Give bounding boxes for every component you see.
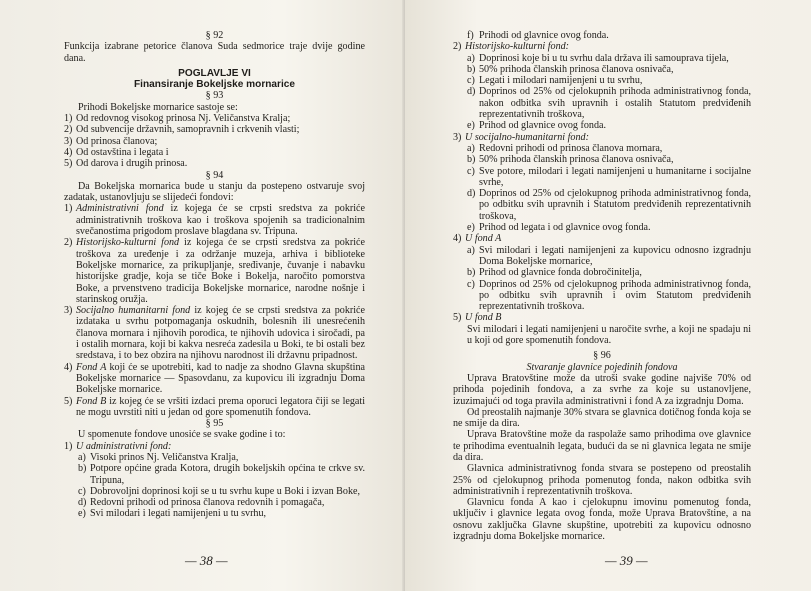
item-number: 5) xyxy=(64,395,73,407)
section-95-heading: § 95 xyxy=(205,418,224,430)
right-page xyxy=(405,0,811,591)
section-96-heading: § 96 xyxy=(593,350,611,362)
paragraph: Uprava Bratovštine može da raspolaže samo prihodima ove glavnice te prihodima eventualnih legata, budući da se ni glavnica legata ne smije da dira. xyxy=(453,429,751,463)
list-item xyxy=(78,463,365,486)
item-heading: Fond A xyxy=(76,361,107,373)
list-item xyxy=(467,222,751,233)
item-text: Doprinos od 25% od cjelokupnih prihoda administrativnog fonda, nakon odbitka svih upravnih i ostalih Statutom predviđenih reprezentativnih troškova, xyxy=(479,86,751,121)
item-text: Potpore općine grada Kotora, drugih bokeljskih općina te crkve sv. Tripuna, xyxy=(90,463,365,486)
item-number: 1) xyxy=(64,113,73,125)
section-93-heading: § 93 xyxy=(205,90,224,102)
list-item xyxy=(64,113,365,124)
item-text: 50% prihoda članskih prinosa članova osnivača, xyxy=(479,154,674,166)
chapter-title: Finansiranje Bokeljske mornarice xyxy=(133,79,295,91)
fund-2-sublist xyxy=(453,53,751,132)
item-number: c) xyxy=(467,278,475,290)
item-number: a) xyxy=(467,52,475,64)
item-text: Od darova i drugih prinosa. xyxy=(76,158,188,170)
page-number: — 39 — xyxy=(605,553,648,568)
item-number: 2) xyxy=(453,41,462,53)
item-number: b) xyxy=(467,267,476,279)
item-number: 2) xyxy=(64,124,73,136)
item-number: c) xyxy=(467,75,475,87)
item-number: 1) xyxy=(64,440,73,452)
list-item xyxy=(467,30,751,41)
item-number: c) xyxy=(78,485,86,497)
item-text: Redovni prihodi od prinosa članova mornara, xyxy=(479,142,663,154)
list-item xyxy=(78,486,365,497)
item-number: e) xyxy=(78,508,86,520)
item-text: Doprinosi koje bi u tu svrhu dala država ili samouprava tijela, xyxy=(479,52,729,64)
item-heading: U fond B xyxy=(465,312,502,324)
list-item xyxy=(64,362,365,396)
item-heading: U fond A xyxy=(465,233,502,245)
item-heading: U administrativni fond: xyxy=(76,440,172,452)
list-item xyxy=(64,203,365,237)
item-number: 4) xyxy=(453,233,462,245)
paragraph: Glavnica administrativnog fonda stvara se postepeno od preostalih 25% od cjelokupnog prihoda pomenutog fonda, nakon odbitka svih administrativnih i reprezentativnih troškova. xyxy=(453,463,751,497)
item-heading: Historijsko-kulturni fond: xyxy=(465,41,570,53)
item-text: Sve potore, milodari i legati namijenjeni u humanitarne i socijalne svrhe, xyxy=(479,165,751,188)
list-item xyxy=(467,188,751,222)
item-number: 4) xyxy=(64,146,73,158)
item-number: 4) xyxy=(64,361,73,373)
item-number: 3) xyxy=(64,135,73,147)
item-text: Od subvencije državnih, samopravnih i crkvenih vlasti; xyxy=(76,124,300,136)
item-text: Doprinos od 25% od cjelokupnog prihoda administrativnog fonda, po odbitku svih upravnih i Statutom predviđenih reprezentativnih troškova, xyxy=(479,188,751,222)
item-text: Svi milodari i legati namijenjeni u tu svrhu, xyxy=(90,508,267,520)
item-number: 3) xyxy=(64,305,73,317)
item-number: c) xyxy=(467,165,475,177)
item-text: Od redovnog visokog prinosa Nj. Veličanstva Kralja; xyxy=(76,113,291,125)
list-item xyxy=(453,132,751,143)
paragraph: Glavnicu fonda A kao i cjelokupnu imovinu pomenutog fonda, uključiv i glavnice legata ovog fonda, može Uprava Bratovštine, a na osnovu zaključka Glavne skupštine, upotrebiti za kupovicu odnosno izgradnju doma Bokeljske mornarice. xyxy=(453,497,751,543)
chapter-heading: POGLAVLJE VI xyxy=(178,67,251,79)
list-item xyxy=(64,147,365,158)
item-number: 3) xyxy=(453,131,462,143)
item-text: Dobrovoljni doprinosi koji se u tu svrhu kupe u Boki i izvan Boke, xyxy=(90,485,360,497)
list-item xyxy=(64,124,365,135)
item-text xyxy=(76,237,365,305)
item-text: Svi milodari i legati namijenjeni za kupovicu odnosno izgradnju Doma Bokeljske mornarice, xyxy=(479,244,751,267)
item-text: Prihod od glavnice ovog fonda. xyxy=(479,120,606,132)
continued-list xyxy=(453,30,751,41)
list-item xyxy=(78,497,365,508)
item-heading: Socijalno humanitarni fond xyxy=(76,305,191,317)
item-number: a) xyxy=(467,142,475,154)
list-item xyxy=(64,441,365,452)
section-92-heading: § 92 xyxy=(205,30,224,41)
item-heading: U socijalno-humanitarni fond: xyxy=(465,131,589,143)
item-text xyxy=(76,362,365,396)
list-item xyxy=(64,237,365,305)
item-number: d) xyxy=(78,497,87,509)
item-number: d) xyxy=(467,188,476,200)
list-item xyxy=(467,166,751,189)
list-item xyxy=(453,312,751,323)
list-item xyxy=(78,508,365,519)
fund-5-text: Svi milodari i legati namijenjeni u naročite svrhe, a koji ne spadaju ni u koji od gore spomenutih fondova. xyxy=(467,323,751,347)
item-text: Prihod od glavnice fonda dobročinitelja, xyxy=(479,267,642,279)
item-text: Doprinos od 25% od cjelokupnog prihoda administrativnog fonda, po odbitku svih upravnih i ovim Statutom predviđenih reprezentativnih troškova. xyxy=(479,278,751,313)
item-heading: Historijsko-kulturni fond xyxy=(76,237,180,249)
section-96-paragraphs xyxy=(453,373,751,542)
item-body: iz kojega će se crpsti sredstva za pokriće troškova za uređenje i za održanje muzeja, arhiva i biblioteke Bokeljske mornarice, za prikupljanje, sređivanje, čuvanje i nabavku historijske gradje, koja se tiče Boke i Bokelja, naročito pomorstva Boke, a prvenstveno tradicija Bokeljske mornarice, narodne nošnje i starinskog oružja. xyxy=(76,237,365,305)
list-item xyxy=(467,143,751,154)
item-body: iz kojega će se crpsti sredstva za pokriće administrativnih troškova kao i troškova spojenih sa tradicionalnim svečanostima prigodom proslave blagdana sv. Tripuna. xyxy=(76,203,365,238)
item-number: 2) xyxy=(64,237,73,249)
item-text: Visoki prinos Nj. Veličanstva Kralja, xyxy=(90,451,239,463)
list-item xyxy=(453,41,751,52)
item-text xyxy=(76,396,365,419)
list-item xyxy=(467,267,751,278)
item-text: Od prinosa članova; xyxy=(76,135,158,147)
list-item xyxy=(467,64,751,75)
section-93-list xyxy=(64,113,365,169)
item-number: b) xyxy=(78,463,87,475)
list-item xyxy=(64,158,365,169)
paragraph: Uprava Bratovštine može da utroši svake godine najviše 70% od prihoda pojedinih fondova, a za svrhe za koje su ustanovljene, izuzimajući od toga pravila administrativni i fond A za izgradnju Doma. xyxy=(453,372,751,407)
section-92-text: Funkcija izabrane petorice članova Suda sedmorice traje dvije godine dana. xyxy=(64,41,365,64)
item-number: d) xyxy=(467,86,476,98)
section-96-title: Stvaranje glavnice pojedinih fondova xyxy=(526,361,678,373)
list-item xyxy=(467,279,751,313)
item-number: e) xyxy=(467,222,475,234)
list-item xyxy=(467,75,751,86)
item-text: 50% prihoda članskih prinosa članova osnivača, xyxy=(479,63,674,75)
item-number: e) xyxy=(467,120,475,132)
section-94-list xyxy=(64,203,365,418)
item-number: a) xyxy=(467,244,475,256)
item-text: Prihod od legata i od glavnice ovog fonda. xyxy=(479,222,651,234)
item-text xyxy=(76,203,365,237)
list-item xyxy=(467,86,751,120)
list-item xyxy=(78,452,365,463)
item-number: 5) xyxy=(453,312,462,324)
item-number: b) xyxy=(467,63,476,75)
list-item xyxy=(64,396,365,419)
list-item xyxy=(453,233,751,244)
section-94-heading: § 94 xyxy=(205,169,224,181)
item-heading: Administrativni fond xyxy=(76,203,164,215)
item-text: Legati i milodari namijenjeni u tu svrhu, xyxy=(479,75,643,87)
list-item xyxy=(467,53,751,64)
item-body: iz kojeg će se crpsti sredstva za pokriće izdataka u svrhu potpomaganja oskudnih, bolesnih ili unesrećenih članova mornara i njihovih porodica, te njihovih udovica i siročadi, pa i ostalih mornara, koji bi kakva nesreća zadesila u Boki, te bi ostali bez sredstava, i to bez obzira na njihovu narodnost ili državnu pripadnost. xyxy=(76,305,366,362)
fund-4-sublist xyxy=(453,245,751,313)
left-page xyxy=(0,0,405,591)
list-item xyxy=(467,154,751,165)
page-number: — 38 — xyxy=(185,553,228,568)
item-body: koji će se upotrebiti, kad to nadje za shodno Glavna skupština Bokeljske mornarice — Spasovdanu, za kupovicu ili izgradnju Doma Bokeljske mornarice. xyxy=(76,361,365,396)
list-item xyxy=(467,120,751,131)
item-number: b) xyxy=(467,154,476,166)
list-item xyxy=(64,305,365,361)
section-93-intro: Prihodi Bokeljske mornarice sastoje se: xyxy=(78,101,238,113)
fund-3-sublist xyxy=(453,143,751,233)
section-95-intro: U spomenute fondove unosiće se svake godine i to: xyxy=(78,429,286,441)
item-number: 1) xyxy=(64,203,73,215)
item-text: Redovni prihodi od prinosa članova redovnih i pomagača, xyxy=(90,497,325,509)
list-item xyxy=(64,136,365,147)
item-number: 5) xyxy=(64,158,73,170)
section-94-intro: Da Bokeljska mornarica bude u stanju da postepeno ostvaruje svoj zadatak, ustanovljuju se slijedeći fondovi: xyxy=(64,180,365,204)
item-text: Od ostavština i legata i xyxy=(76,146,169,158)
list-item xyxy=(467,245,751,268)
item-text xyxy=(76,305,365,361)
paragraph: Od preostalih najmanje 30% stvara se glavnica dotičnog fonda koja se ne smije da dira. xyxy=(453,406,751,430)
item-number: a) xyxy=(78,451,86,463)
section-95-sublist xyxy=(64,452,365,520)
item-heading: Fond B xyxy=(76,395,107,407)
item-text: Prihodi od glavnice ovog fonda. xyxy=(479,30,609,41)
item-body: iz kojeg će se vršiti izdaci prema oporuci legatora čiji se legati ne mogu uvrstiti niti u jedan od gore spomenutih fondova. xyxy=(76,395,365,418)
item-number: f) xyxy=(467,30,474,41)
